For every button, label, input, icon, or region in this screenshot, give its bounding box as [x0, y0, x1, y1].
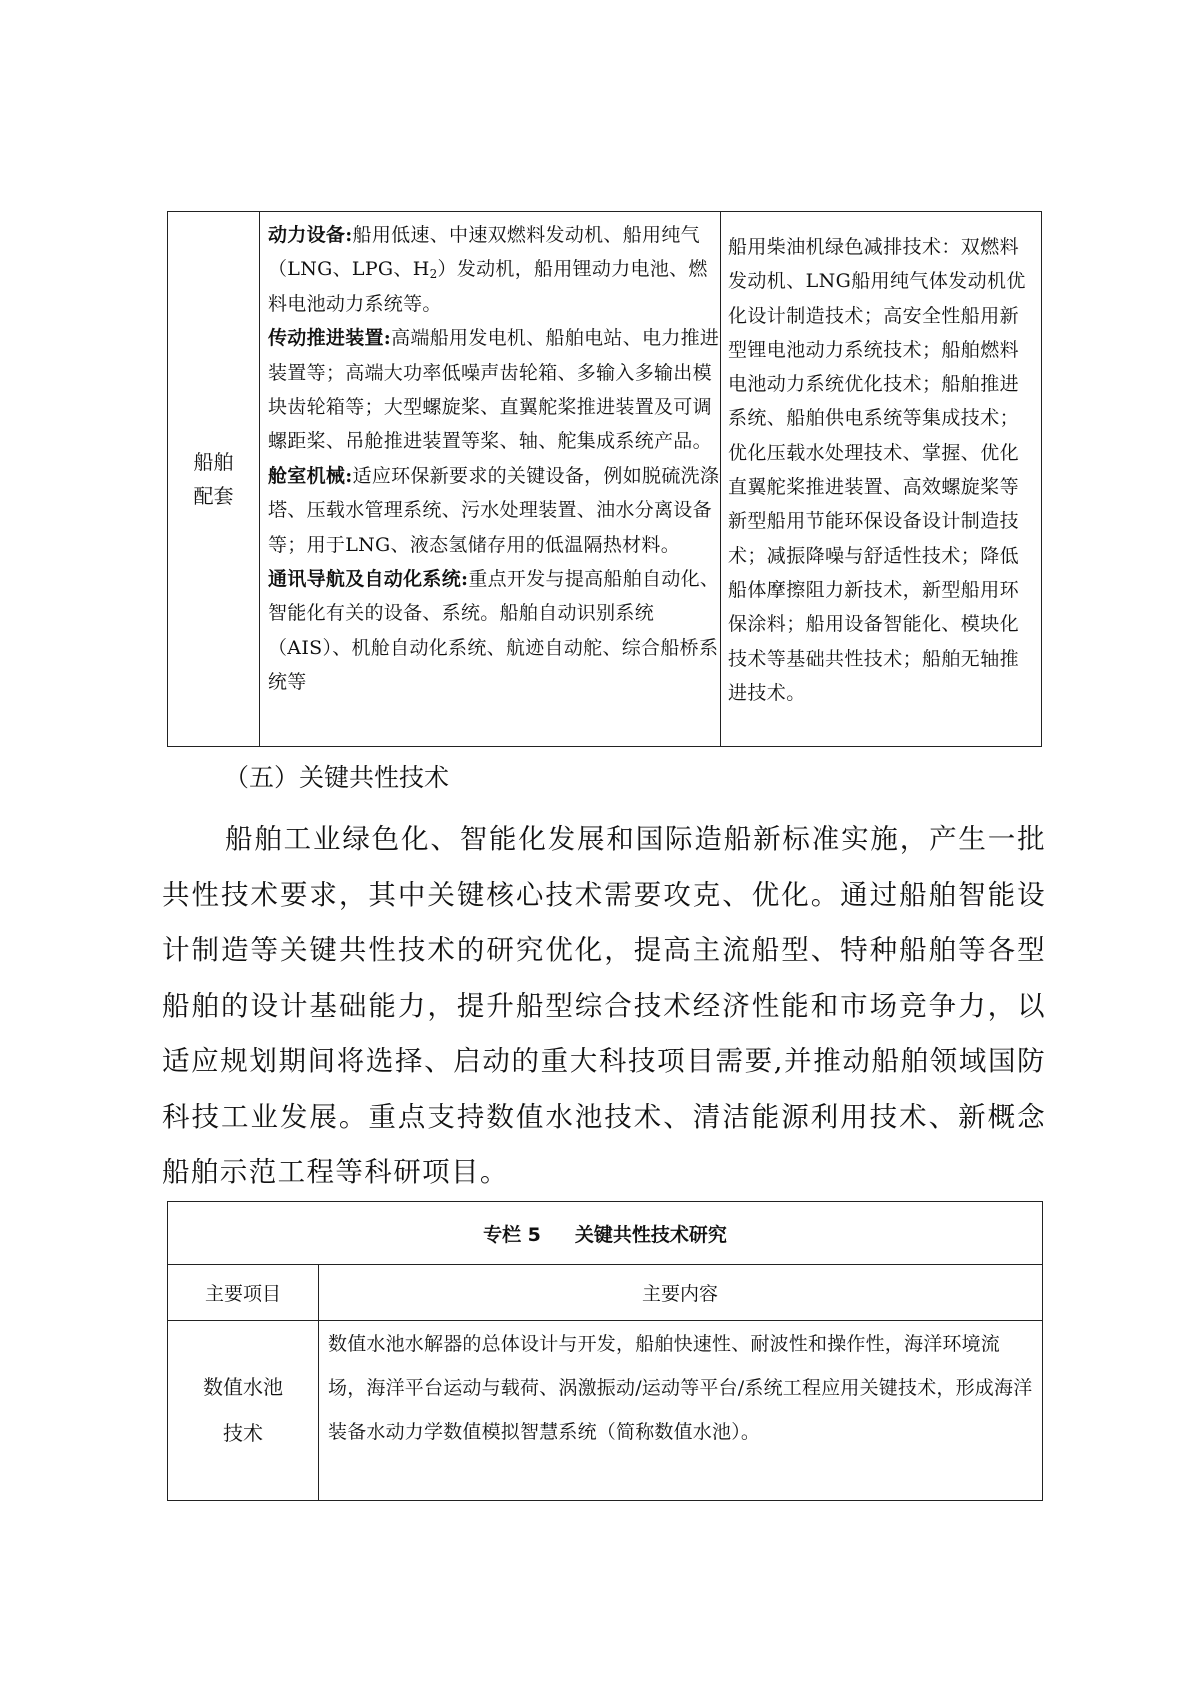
section-heading: （五）关键共性技术 [224, 763, 450, 792]
row-item-line2: 技术 [223, 1421, 263, 1445]
products-cell [268, 218, 723, 700]
equipment-table [167, 211, 1042, 747]
product-group-text: 高端船用发电机、船舶电站、电力推进装置等；高端大功率低噪声齿轮箱、多输入多输出模块齿轮箱等；大型螺旋桨、直翼舵桨推进装置及可调螺距桨、吊舱推进装置等桨、轴、舵集成系统产品。 [268, 327, 720, 453]
body-paragraph: 船舶工业绿色化、智能化发展和国际造船新标准实施，产生一批共性技术要求，其中关键核心技术需要攻克、优化。通过船舶智能设计制造等关键共性技术的研究优化，提高主流船型、特种船舶等各型船舶的设计基础能力，提升船型综合技术经济性能和市场竞争力，以适应规划期间将选择、启动的重大科技项目需要,并推动船舶领域国防科技工业发展。重点支持数值水池技术、清洁能源利用技术、新概念船舶示范工程等科研项目。 [162, 823, 1046, 1188]
product-group [268, 321, 723, 459]
row-item-line1: 数值水池 [203, 1375, 283, 1399]
product-group-text: 船用低速、中速双燃料发动机、船用纯气（LNG、LPG、H [268, 224, 700, 281]
product-group-text: ）发动机，船用锂动力电池、燃料电池动力系统等。 [268, 258, 708, 315]
product-group-label: 通讯导航及自动化系统: [268, 568, 469, 591]
product-group [268, 459, 723, 562]
category-label-line1: 船舶 [193, 450, 234, 474]
product-group-label: 动力设备: [268, 224, 353, 246]
product-group [268, 562, 723, 700]
product-group-label: 传动推进装置: [268, 327, 392, 350]
category-label-line2: 配套 [193, 484, 234, 508]
table-title [168, 1202, 1042, 1264]
category-cell [168, 212, 259, 746]
column-header-content: 主要内容 [641, 1282, 718, 1305]
subscript: 2 [429, 267, 438, 282]
technologies-cell: 船用柴油机绿色减排技术：双燃料发动机、LNG船用纯气体发动机优化设计制造技术；高安全性船用新型锂电池动力系统技术；船舶燃料电池动力系统优化技术；船舶推进系统、船舶供电系统等集成技术；优化压载水处理技术、掌握、优化直翼舵桨推进装置、高效螺旋桨等新型船用节能环保设备设计制造技术；减振降噪与舒适性技术；降低船体摩擦阻力新技术，新型船用环保涂料；船用设备智能化、模块化技术等基础共性技术；船舶无轴推进技术。 [728, 236, 1026, 704]
column-header-item: 主要项目 [204, 1282, 281, 1305]
product-group [268, 218, 723, 321]
table-title-text: 关键共性技术研究 [574, 1223, 727, 1246]
row-content-cell: 数值水池水解器的总体设计与开发，船舶快速性、耐波性和操作性，海洋环境流场，海洋平台运动与载荷、涡激振动/运动等平台/系统工程应用关键技术，形成海洋装备水动力学数值模拟智慧系统（简称数值水池）。 [328, 1333, 1033, 1443]
table-divider [259, 212, 260, 746]
product-group-text: 重点开发与提高船舶自动化、智能化有关的设备、系统。船舶自动识别系统（AIS）、机舱自动化系统、航迹自动舵、综合船桥系统等 [268, 568, 720, 694]
table-title-number: 专栏 5 [483, 1223, 541, 1246]
product-group-label: 舱室机械: [268, 464, 353, 487]
row-item-cell [168, 1320, 318, 1500]
key-tech-table [167, 1201, 1043, 1501]
product-group-text: 适应环保新要求的关键设备，例如脱硫洗涤塔、压载水管理系统、污水处理装置、油水分离设备等；用于LNG、液态氢储存用的低温隔热材料。 [268, 464, 720, 556]
